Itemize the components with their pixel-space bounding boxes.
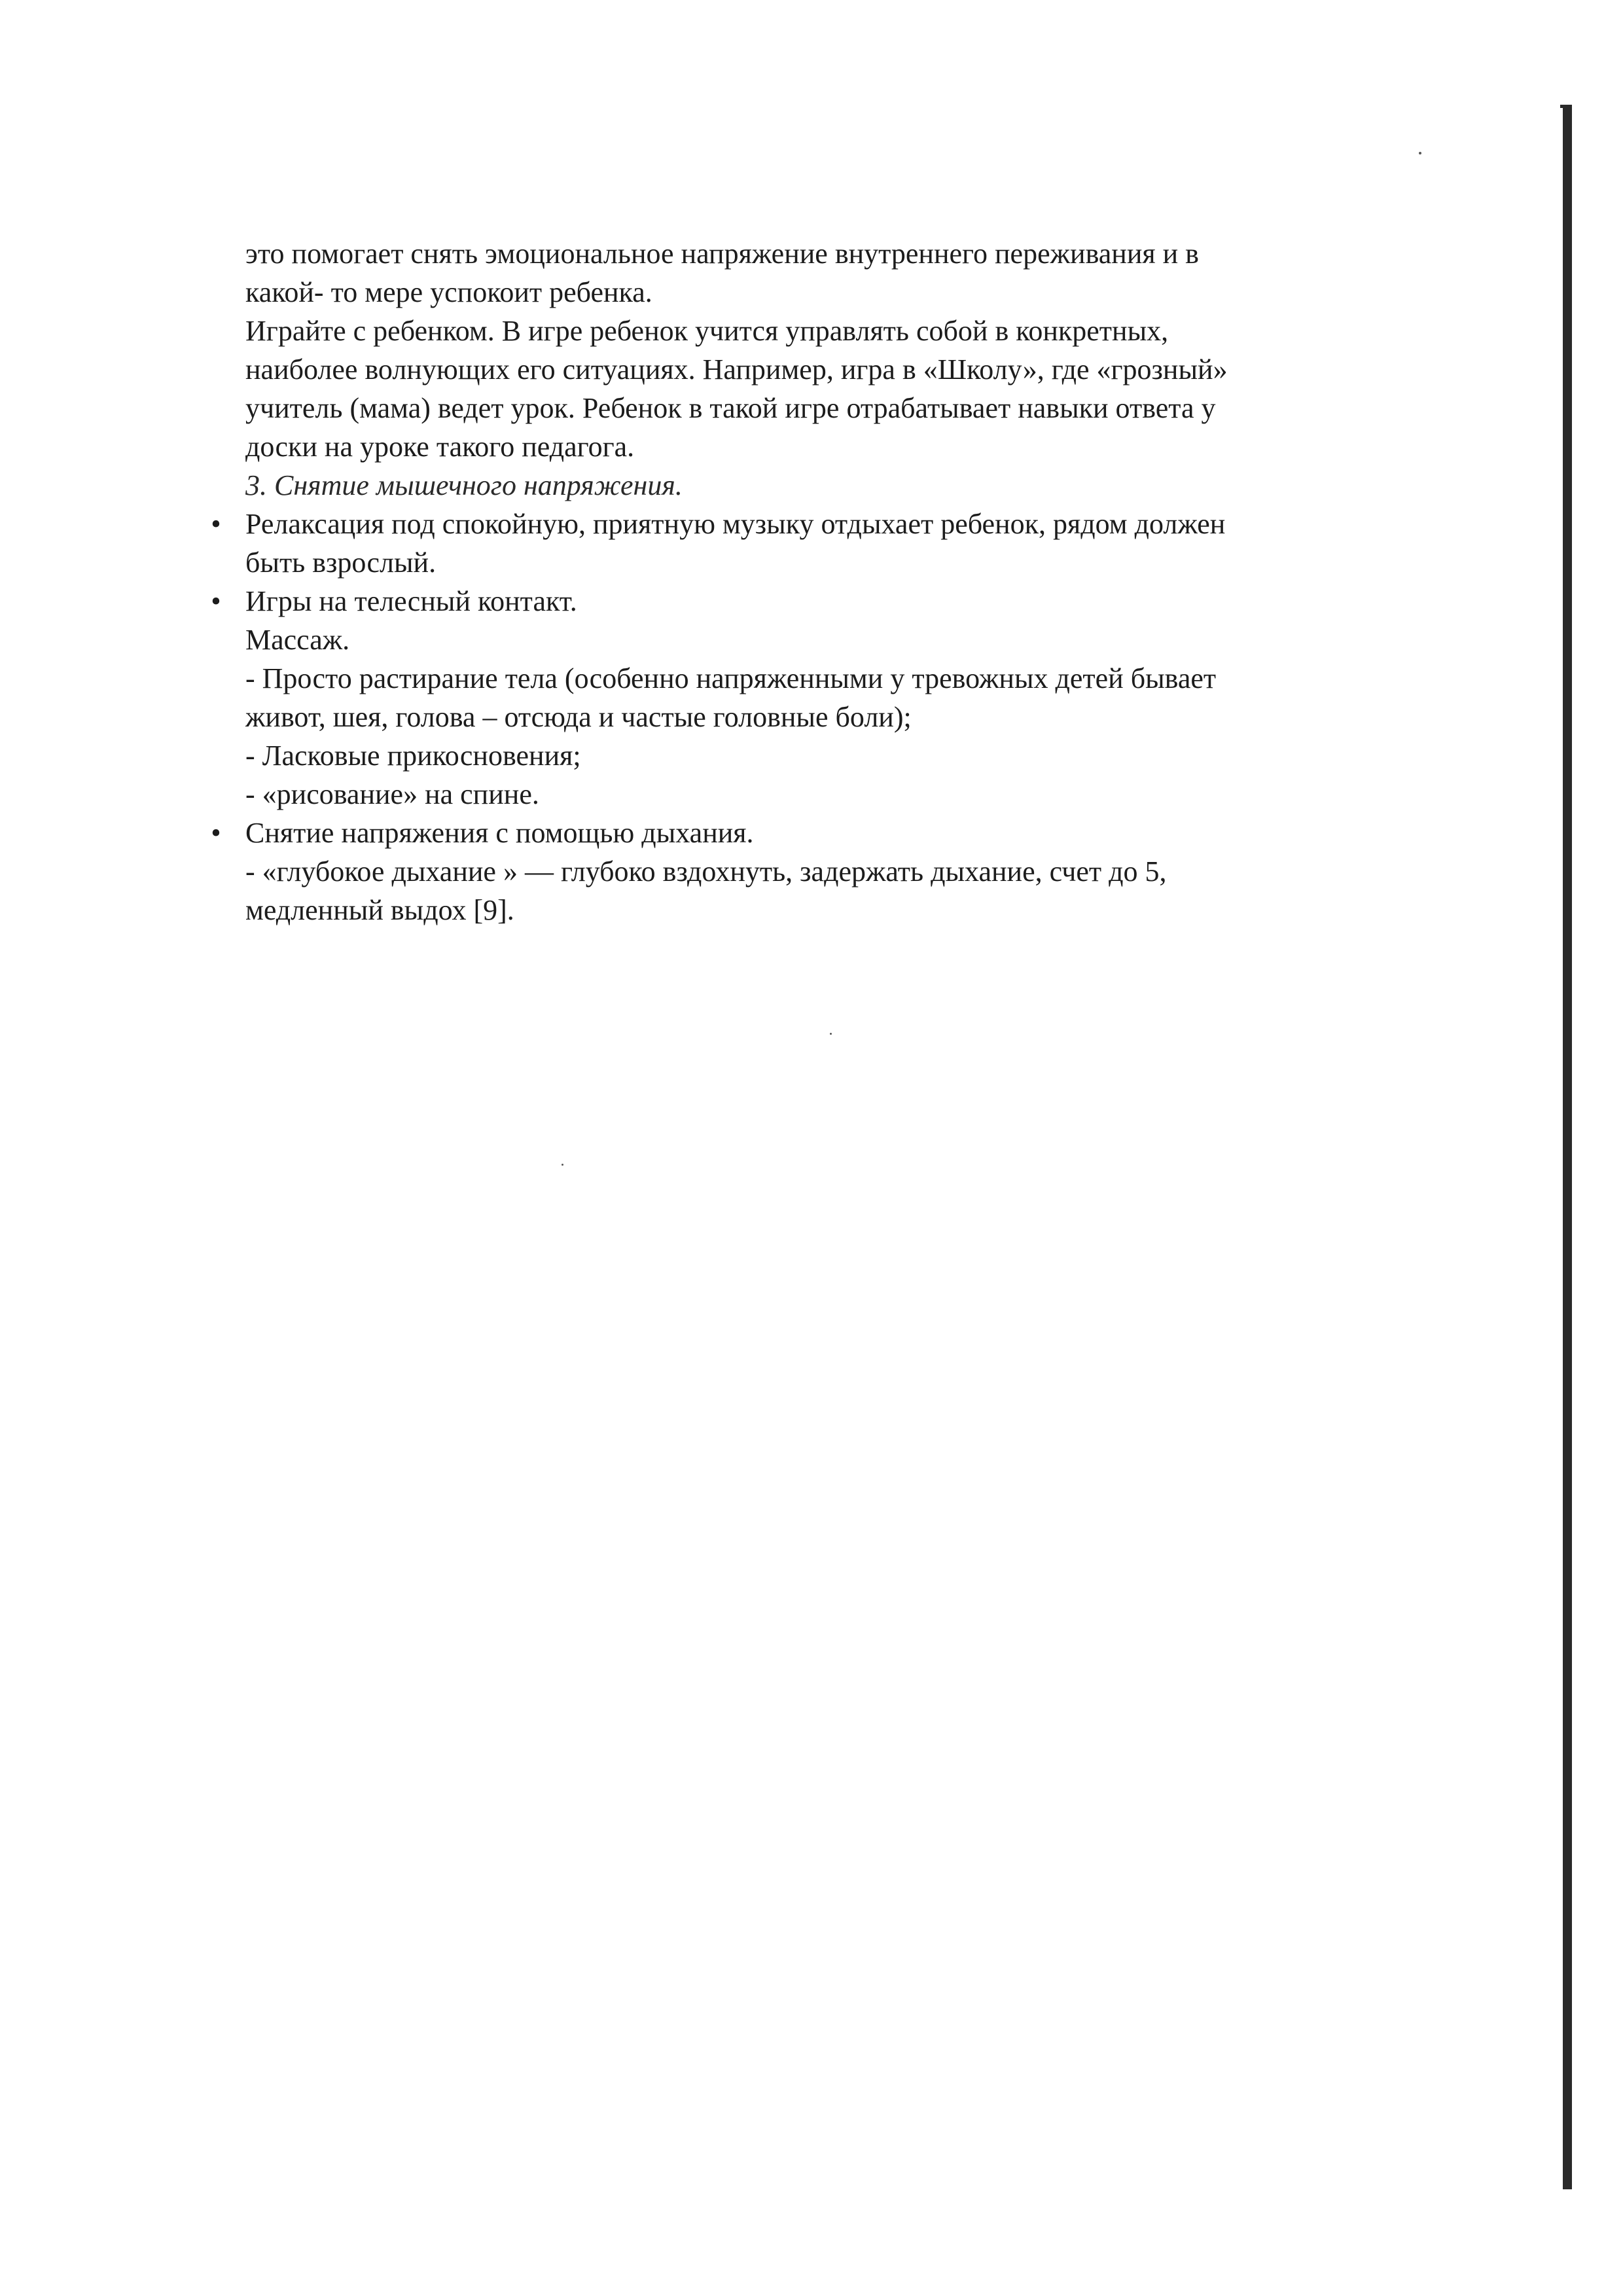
- text-line: [196, 852, 1427, 891]
- line-text: - Просто растирание тела (особенно напряженными у тревожных детей бывает: [245, 662, 1217, 694]
- line-text: доски на уроке такого педагога.: [245, 431, 635, 463]
- line-text: - «рисование» на спине.: [245, 778, 539, 810]
- line-text: медленный выдох [9].: [245, 894, 514, 926]
- text-line: [196, 427, 1427, 466]
- line-text: - «глубокое дыхание » — глубоко вздохнуть, задержать дыхание, счет до 5,: [245, 855, 1167, 888]
- line-text: быть взрослый.: [245, 547, 437, 579]
- document-body: [196, 234, 1427, 929]
- list-item: [196, 814, 1427, 852]
- text-line: [196, 775, 1427, 814]
- line-text: 3. Снятие мышечного напряжения.: [245, 469, 683, 501]
- text-line: [196, 543, 1427, 582]
- text-line: [196, 312, 1427, 350]
- bullet-marker: •: [211, 817, 221, 849]
- bullet-marker: •: [211, 508, 221, 540]
- bullet-marker: •: [211, 585, 221, 617]
- line-text: наиболее волнующих его ситуациях. Например, игра в «Школу», где «грозный»: [245, 353, 1228, 386]
- line-text: живот, шея, голова – отсюда и частые головные боли);: [245, 701, 912, 733]
- scan-speck: [830, 1033, 832, 1035]
- scan-speck: [562, 1164, 563, 1166]
- line-text: учитель (мама) ведет урок. Ребенок в такой игре отрабатывает навыки ответа у: [245, 392, 1216, 424]
- line-text: Релаксация под спокойную, приятную музыку отдыхает ребенок, рядом должен: [245, 508, 1226, 540]
- text-line: [196, 234, 1427, 273]
- list-item: [196, 582, 1427, 620]
- text-line: [196, 620, 1427, 659]
- text-line: [196, 389, 1427, 427]
- line-text: Игры на телесный контакт.: [245, 585, 577, 617]
- text-line: [196, 891, 1427, 929]
- line-text: - Ласковые прикосновения;: [245, 740, 581, 772]
- text-line: [196, 659, 1427, 698]
- line-text: Играйте с ребенком. В игре ребенок учится управлять собой в конкретных,: [245, 315, 1169, 347]
- line-text: это помогает снять эмоциональное напряжение внутреннего переживания и в: [245, 238, 1199, 270]
- text-line: [196, 273, 1427, 312]
- scan-speck: [1419, 152, 1421, 154]
- line-text: Массаж.: [245, 624, 350, 656]
- text-line: [196, 736, 1427, 775]
- list-item: [196, 505, 1427, 543]
- text-line: [196, 698, 1427, 736]
- section-heading: [196, 466, 1427, 505]
- line-text: какой- то мере успокоит ребенка.: [245, 276, 652, 308]
- line-text: Снятие напряжения с помощью дыхания.: [245, 817, 754, 849]
- text-line: [196, 350, 1427, 389]
- scan-edge-shadow: [1563, 105, 1572, 2189]
